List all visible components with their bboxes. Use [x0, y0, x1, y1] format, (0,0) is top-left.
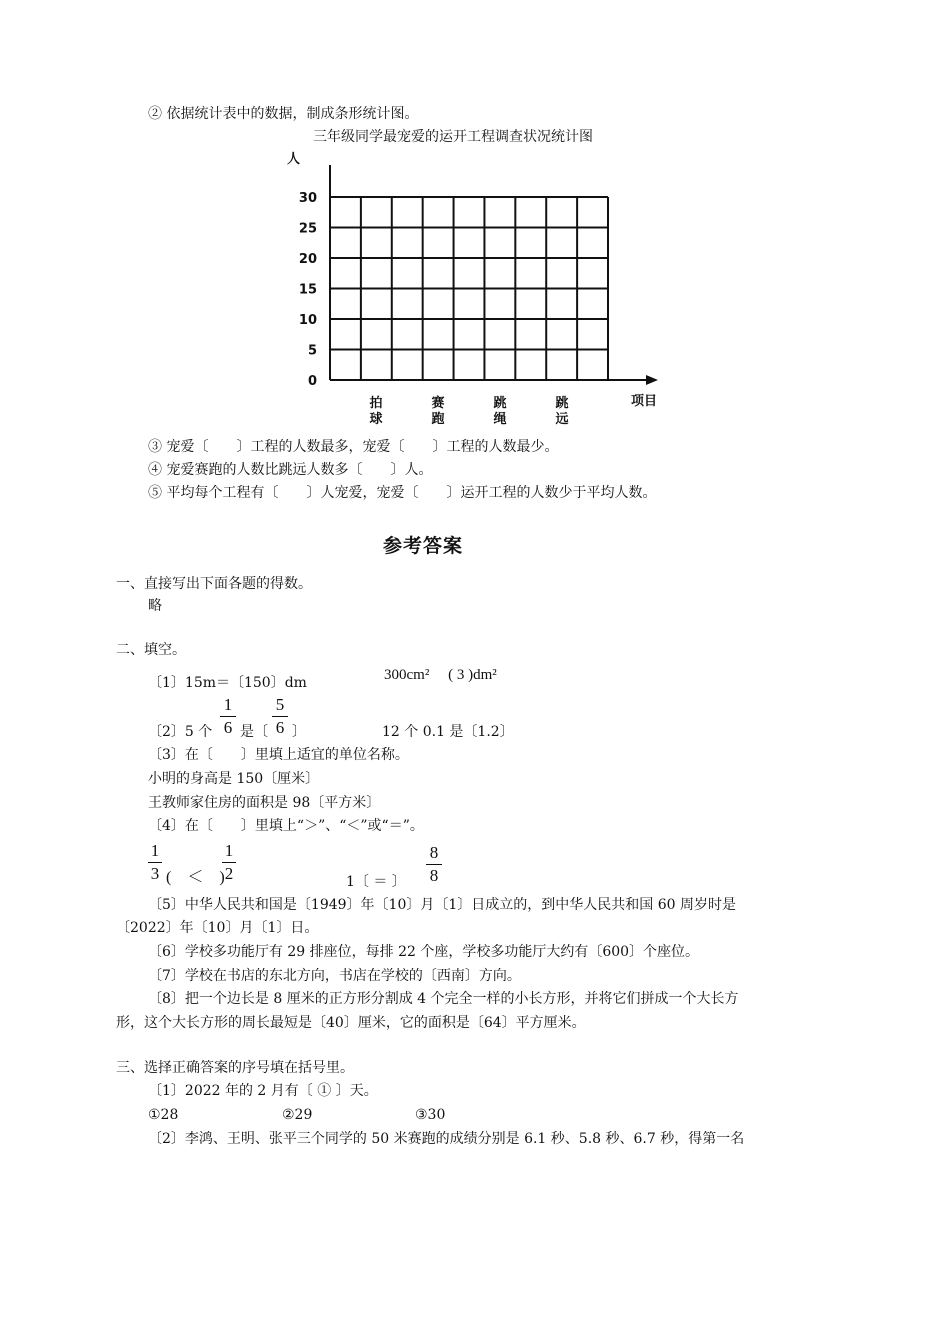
fraction-numerator: 1: [150, 841, 160, 860]
item-2-3: 〔3〕在〔 〕里填上适宜的单位名称。: [148, 747, 409, 763]
x-axis-label: 项目: [631, 394, 658, 409]
x-category-label: 跳绳: [493, 396, 507, 427]
y-axis-label: 人: [287, 152, 301, 167]
item-2-3-a: 小明的身高是 150〔厘米〕: [148, 771, 320, 787]
y-tick-label: 15: [298, 282, 317, 298]
y-tick-label: 20: [298, 252, 317, 267]
fraction-denominator: 8: [429, 866, 439, 885]
bar-chart: [275, 145, 675, 435]
fraction-denominator: 2: [224, 864, 234, 883]
item-2-2-mid: 是〔: [240, 724, 268, 740]
question-5: ⑤ 平均每个工程有〔 〕人宠爱，宠爱〔 〕运开工程的人数少于平均人数。: [148, 485, 657, 501]
option-3: ③30: [415, 1107, 446, 1123]
fraction-one-half: [222, 841, 236, 884]
section-1-body: 略: [148, 598, 162, 614]
x-category-label: 赛跑: [431, 396, 445, 427]
item-2-8-line1: 〔8〕把一个边长是 8 厘米的正方形分割成 4 个完全一样的小长方形，并将它们拼成一个大长方: [148, 991, 739, 1007]
y-tick-label: 25: [298, 221, 317, 237]
x-category-label: 拍球: [369, 396, 383, 427]
fraction-denominator: 3: [150, 864, 160, 883]
y-tick-label: 5: [307, 343, 317, 359]
item-2-2-left: 〔2〕5 个: [148, 724, 213, 740]
answers-title: 参考答案: [383, 535, 464, 557]
item-2-1-right: 300cm² ( 3 )dm²: [384, 667, 497, 683]
question-4: ④ 宠爱赛跑的人数比跳远人数多〔 〕人。: [148, 462, 433, 478]
item-2-5-line2: 〔2022〕年〔10〕月〔1〕日。: [116, 920, 319, 936]
item-3-1: 〔1〕2022 年的 2 月有〔 ① 〕天。: [148, 1083, 378, 1099]
item-2-7: 〔7〕学校在书店的东北方向，书店在学校的〔西南〕方向。: [148, 968, 521, 984]
fraction-numerator: 8: [429, 843, 439, 862]
item-2-2-close: 〕: [292, 724, 306, 740]
question-3: ③ 宠爱〔 〕工程的人数最多，宠爱〔 〕工程的人数最少。: [148, 439, 559, 455]
compare-answer-2: 1〔 ＝ 〕: [346, 874, 406, 890]
section-3-title: 三、选择正确答案的序号填在括号里。: [116, 1060, 354, 1076]
fraction-one-third: [148, 841, 162, 884]
instruction-line: ② 依据统计表中的数据，制成条形统计图。: [148, 106, 419, 122]
fraction-denominator: 6: [275, 718, 285, 737]
item-2-4: 〔4〕在〔 〕里填上“＞”、“＜”或“＝”。: [148, 818, 424, 834]
y-tick-label: 10: [298, 313, 317, 328]
fraction-eight-eighths: [426, 843, 442, 886]
item-2-1-left: 〔1〕15m＝〔150〕dm: [148, 675, 307, 691]
x-axis-arrow: [646, 375, 658, 385]
fraction-numerator: 5: [275, 695, 285, 714]
fraction-numerator: 1: [224, 841, 234, 860]
section-2-title: 二、填空。: [116, 642, 186, 658]
item-3-2: 〔2〕李鸿、王明、张平三个同学的 50 米赛跑的成绩分别是 6.1 秒、5.8 秒、6.7 秒，得第一名: [148, 1131, 745, 1147]
option-1: ①28: [148, 1107, 179, 1123]
fraction-numerator: 1: [223, 695, 233, 714]
section-1-title: 一、直接写出下面各题的得数。: [116, 576, 312, 592]
item-2-8-line2: 形，这个大长方形的周长最短是〔40〕厘米，它的面积是〔64〕平方厘米。: [116, 1015, 586, 1031]
item-2-2-right: 12 个 0.1 是〔1.2〕: [382, 724, 514, 740]
compare-answer-1: ( ＜ ): [166, 869, 225, 886]
y-tick-label: 0: [307, 374, 317, 389]
fraction-denominator: 6: [223, 718, 233, 737]
x-category-label: 跳远: [555, 396, 569, 427]
item-2-6: 〔6〕学校多功能厅有 29 排座位，每排 22 个座，学校多功能厅大约有〔600〕个座位。: [148, 944, 700, 960]
chart-title: 三年级同学最宠爱的运开工程调查状况统计图: [313, 129, 593, 145]
fraction-five-sixths: [272, 695, 288, 738]
option-2: ②29: [282, 1107, 313, 1123]
item-2-3-b: 王教师家住房的面积是 98〔平方米〕: [148, 795, 381, 811]
y-tick-label: 30: [298, 191, 317, 206]
fraction-one-sixth: [220, 695, 236, 738]
item-2-5-line1: 〔5〕中华人民共和国是〔1949〕年〔10〕月〔1〕日成立的，到中华人民共和国 60 周岁时是: [148, 897, 736, 913]
